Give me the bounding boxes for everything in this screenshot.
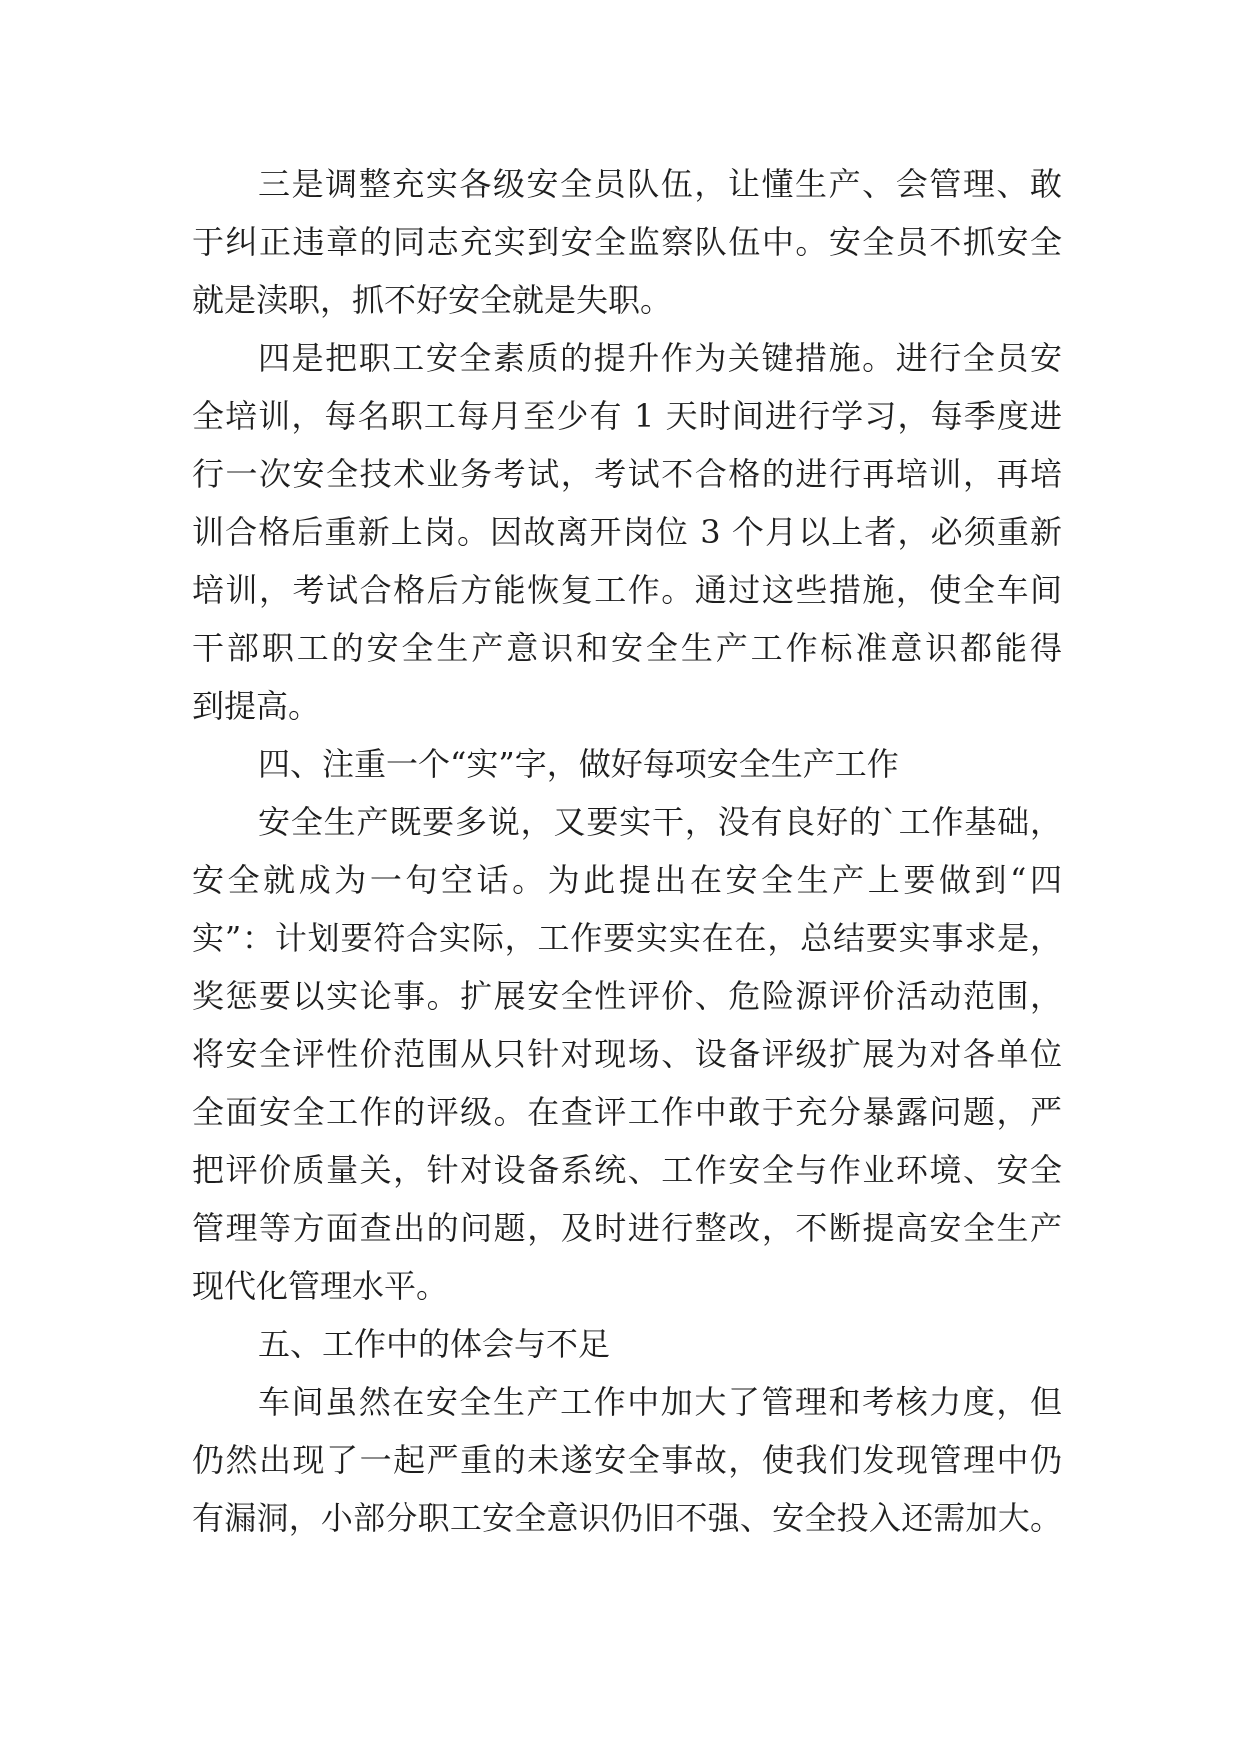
paragraph-line: 将安全评性价范围从只针对现场、设备评级扩展为对各单位 (192, 1035, 1062, 1073)
paragraph-line: 全面安全工作的评级。在查评工作中敢于充分暴露问题，严 (192, 1093, 1062, 1131)
paragraph-line: 实”：计划要符合实际，工作要实实在在，总结要实事求是， (192, 919, 1062, 957)
paragraph-line: 安全生产既要多说，又要实干，没有良好的`工作基础， (258, 803, 1062, 841)
paragraph-line: 三是调整充实各级安全员队伍，让懂生产、会管理、敢 (258, 165, 1062, 203)
paragraph-line: 把评价质量关，针对设备系统、工作安全与作业环境、安全 (192, 1151, 1062, 1189)
paragraph-line: 培训，考试合格后方能恢复工作。通过这些措施，使全车间 (192, 571, 1062, 609)
paragraph-line: 于纠正违章的同志充实到安全监察队伍中。安全员不抓安全 (192, 223, 1062, 261)
paragraph-line: 四是把职工安全素质的提升作为关键措施。进行全员安 (258, 339, 1062, 377)
paragraph-line: 就是渎职，抓不好安全就是失职。 (192, 281, 673, 319)
paragraph-line: 现代化管理水平。 (192, 1267, 449, 1305)
section-heading: 四、注重一个“实”字，做好每项安全生产工作 (258, 745, 899, 783)
paragraph-line: 干部职工的安全生产意识和安全生产工作标准意识都能得 (192, 629, 1062, 667)
paragraph-line: 行一次安全技术业务考试，考试不合格的进行再培训，再培 (192, 455, 1062, 493)
paragraph-line: 管理等方面查出的问题，及时进行整改，不断提高安全生产 (192, 1209, 1062, 1247)
paragraph-line: 安全就成为一句空话。为此提出在安全生产上要做到“四 (192, 861, 1062, 899)
paragraph-line: 有漏洞，小部分职工安全意识仍旧不强、安全投入还需加大。 (192, 1499, 1062, 1537)
paragraph-line: 到提高。 (192, 687, 321, 725)
paragraph-line: 全培训，每名职工每月至少有 1 天时间进行学习，每季度进 (192, 397, 1062, 435)
paragraph-line: 奖惩要以实论事。扩展安全性评价、危险源评价活动范围， (192, 977, 1062, 1015)
paragraph-line: 车间虽然在安全生产工作中加大了管理和考核力度，但 (258, 1383, 1062, 1421)
paragraph-line: 训合格后重新上岗。因故离开岗位 3 个月以上者，必须重新 (192, 513, 1062, 551)
section-heading: 五、工作中的体会与不足 (258, 1325, 611, 1363)
paragraph-line: 仍然出现了一起严重的未遂安全事故，使我们发现管理中仍 (192, 1441, 1062, 1479)
